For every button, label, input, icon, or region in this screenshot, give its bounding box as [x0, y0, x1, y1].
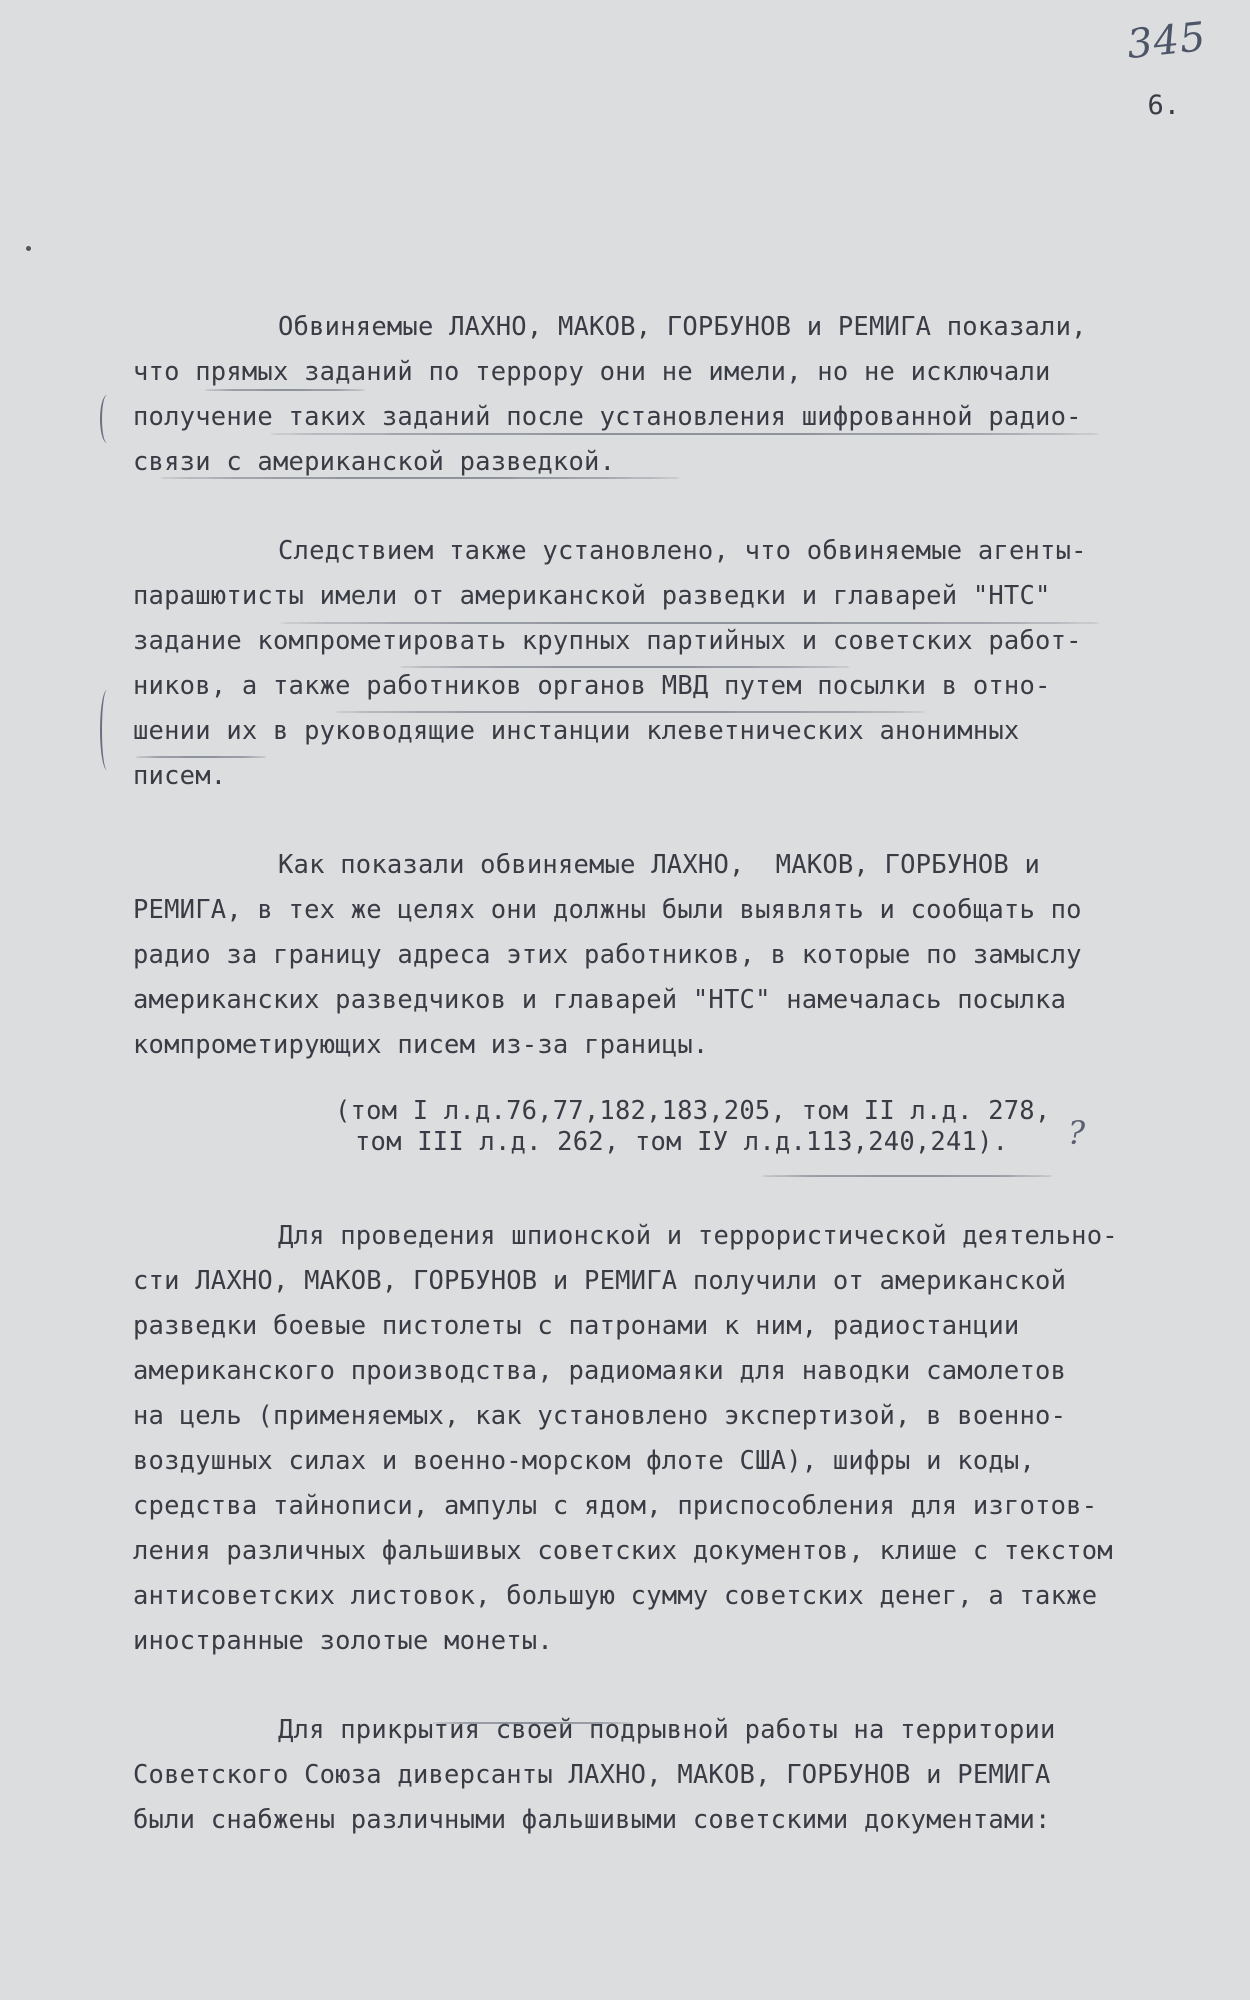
text-line: на цель (применяемых, как установлено экспертизой, в военно- — [133, 1401, 1067, 1431]
text-line: получение таких заданий после установления шифрованной радио- — [133, 402, 1082, 432]
margin-bracket-1 — [100, 395, 114, 443]
text-line: РЕМИГА, в тех же целях они должны были выявлять и сообщать по — [133, 895, 1082, 925]
document-body — [133, 305, 1243, 1887]
text-line: задание компрометировать крупных партийных и советских работ- — [133, 626, 1082, 656]
handwritten-page-number: 345 — [1124, 13, 1209, 69]
text-line: Для проведения шпионской и террористической деятельно- — [278, 1221, 1118, 1251]
text-line: разведки боевые пистолеты с патронами к ним, радиостанции — [133, 1311, 1020, 1341]
text-line: Для прикрытия своей подрывной работы на территории — [278, 1715, 1056, 1745]
text-line: сти ЛАХНО, МАКОВ, ГОРБУНОВ и РЕМИГА получили от американской — [133, 1266, 1067, 1296]
text-line: что прямых заданий по террору они не имели, но не исключали — [133, 357, 1051, 387]
text-line: ников, а также работников органов МВД путем посылки в отно- — [133, 671, 1051, 701]
text-line: ления различных фальшивых советских документов, клише с текстом — [133, 1536, 1113, 1566]
text-line: писем. — [133, 761, 227, 791]
text-line: американского производства, радиомаяки для наводки самолетов — [133, 1356, 1067, 1386]
text-line: радио за границу адреса этих работников, в которые по замыслу — [133, 940, 1082, 970]
text-line: антисоветских листовок, большую сумму советских денег, а также — [133, 1581, 1098, 1611]
typed-page-number: 6. — [1147, 90, 1180, 121]
case-file-reference — [133, 1096, 1243, 1158]
text-line: средства тайнописи, ампулы с ядом, приспособления для изготов- — [133, 1491, 1098, 1521]
reference-line: том III л.д. 262, том IУ л.д.113,240,241). — [355, 1127, 1009, 1157]
text-line: американских разведчиков и главарей "НТС" намечалась посылка — [133, 985, 1067, 1015]
text-line: шении их в руководящие инстанции клеветнических анонимных — [133, 716, 1020, 746]
ink-dot — [26, 246, 31, 251]
text-line: Обвиняемые ЛАХНО, МАКОВ, ГОРБУНОВ и РЕМИГА показали, — [278, 312, 1087, 342]
margin-question-mark: ? — [1068, 1114, 1086, 1152]
text-line: были снабжены различными фальшивыми советскими документами: — [133, 1805, 1051, 1835]
text-line: Советского Союза диверсанты ЛАХНО, МАКОВ, ГОРБУНОВ и РЕМИГА — [133, 1760, 1051, 1790]
margin-bracket-2 — [100, 690, 114, 770]
text-line: воздушных силах и военно-морском флоте США), шифры и коды, — [133, 1446, 1036, 1476]
paragraph-5 — [133, 1708, 1243, 1843]
text-line: Как показали обвиняемые ЛАХНО, МАКОВ, ГОРБУНОВ и — [278, 850, 1041, 880]
text-line: связи с американской разведкой. — [133, 447, 616, 477]
reference-line: (том I л.д.76,77,182,183,205, том II л.д. 278, — [335, 1096, 1051, 1126]
text-line: компрометирующих писем из-за границы. — [133, 1030, 709, 1060]
text-line: Следствием также установлено, что обвиняемые агенты- — [278, 536, 1087, 566]
paragraph-2 — [133, 529, 1243, 799]
paragraph-3 — [133, 843, 1243, 1068]
paragraph-4 — [133, 1214, 1243, 1664]
text-line: иностранные золотые монеты. — [133, 1626, 553, 1656]
text-line: парашютисты имели от американской разведки и главарей "НТС" — [133, 581, 1051, 611]
paragraph-1 — [133, 305, 1243, 485]
